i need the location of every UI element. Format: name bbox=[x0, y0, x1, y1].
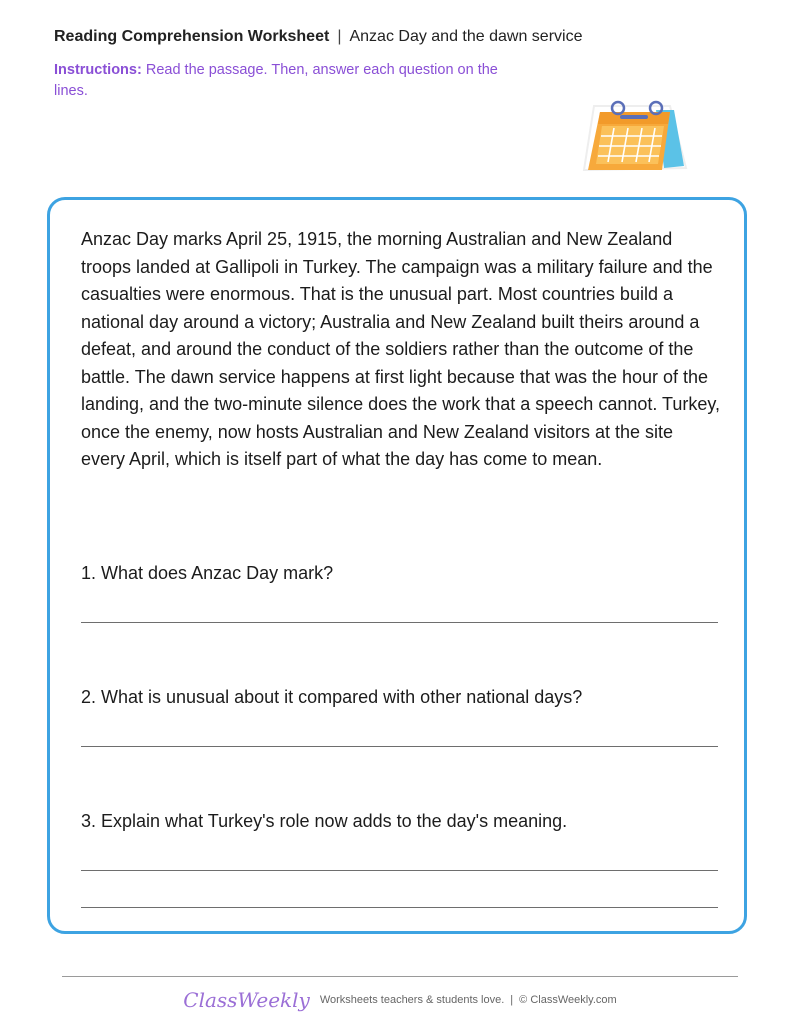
footer-divider bbox=[62, 976, 738, 977]
question-2: 2. What is unusual about it compared with other national days? bbox=[81, 687, 583, 707]
brand-logo: ClassWeekly bbox=[183, 988, 310, 1012]
answer-line-1[interactable] bbox=[81, 622, 718, 623]
worksheet-subtitle: Anzac Day and the dawn service bbox=[349, 28, 583, 45]
worksheet-header bbox=[54, 28, 582, 46]
answer-line-3b[interactable] bbox=[81, 907, 718, 908]
footer bbox=[0, 988, 800, 1012]
answer-line-3a[interactable] bbox=[81, 870, 718, 871]
footer-separator: | bbox=[510, 994, 514, 1006]
footer-tagline: Worksheets teachers & students love. bbox=[319, 994, 505, 1006]
calendar-icon bbox=[578, 98, 690, 180]
instructions bbox=[54, 60, 514, 102]
reading-passage: Anzac Day marks April 25, 1915, the morning Australian and New Zealand troops landed at Gallipoli in Turkey. The campaign was a military failure and the casualties were enormous. That is the unusual part. Most countries build a national day around a victory; Australia and New Zealand built theirs around a defeat, and around the conduct of the soldiers rather than the outcome of the battle. The dawn service happens at first light because that was the hour of the landing, and the two-minute silence does the work that a speech cannot. Turkey, once the enemy, now hosts Australian and New Zealand visitors at the site every April, which is itself part of what the day has come to mean. bbox=[81, 229, 721, 469]
header-separator: | bbox=[337, 28, 342, 45]
question-1: 1. What does Anzac Day mark? bbox=[81, 563, 334, 583]
footer-copyright: © ClassWeekly.com bbox=[519, 994, 617, 1006]
answer-line-2[interactable] bbox=[81, 746, 718, 747]
instructions-text: Read the passage. Then, answer each question on the lines. bbox=[54, 62, 498, 99]
question-3: 3. Explain what Turkey's role now adds to the day's meaning. bbox=[81, 811, 568, 831]
instructions-label: Instructions: bbox=[54, 62, 142, 78]
worksheet-title: Reading Comprehension Worksheet bbox=[54, 28, 330, 45]
